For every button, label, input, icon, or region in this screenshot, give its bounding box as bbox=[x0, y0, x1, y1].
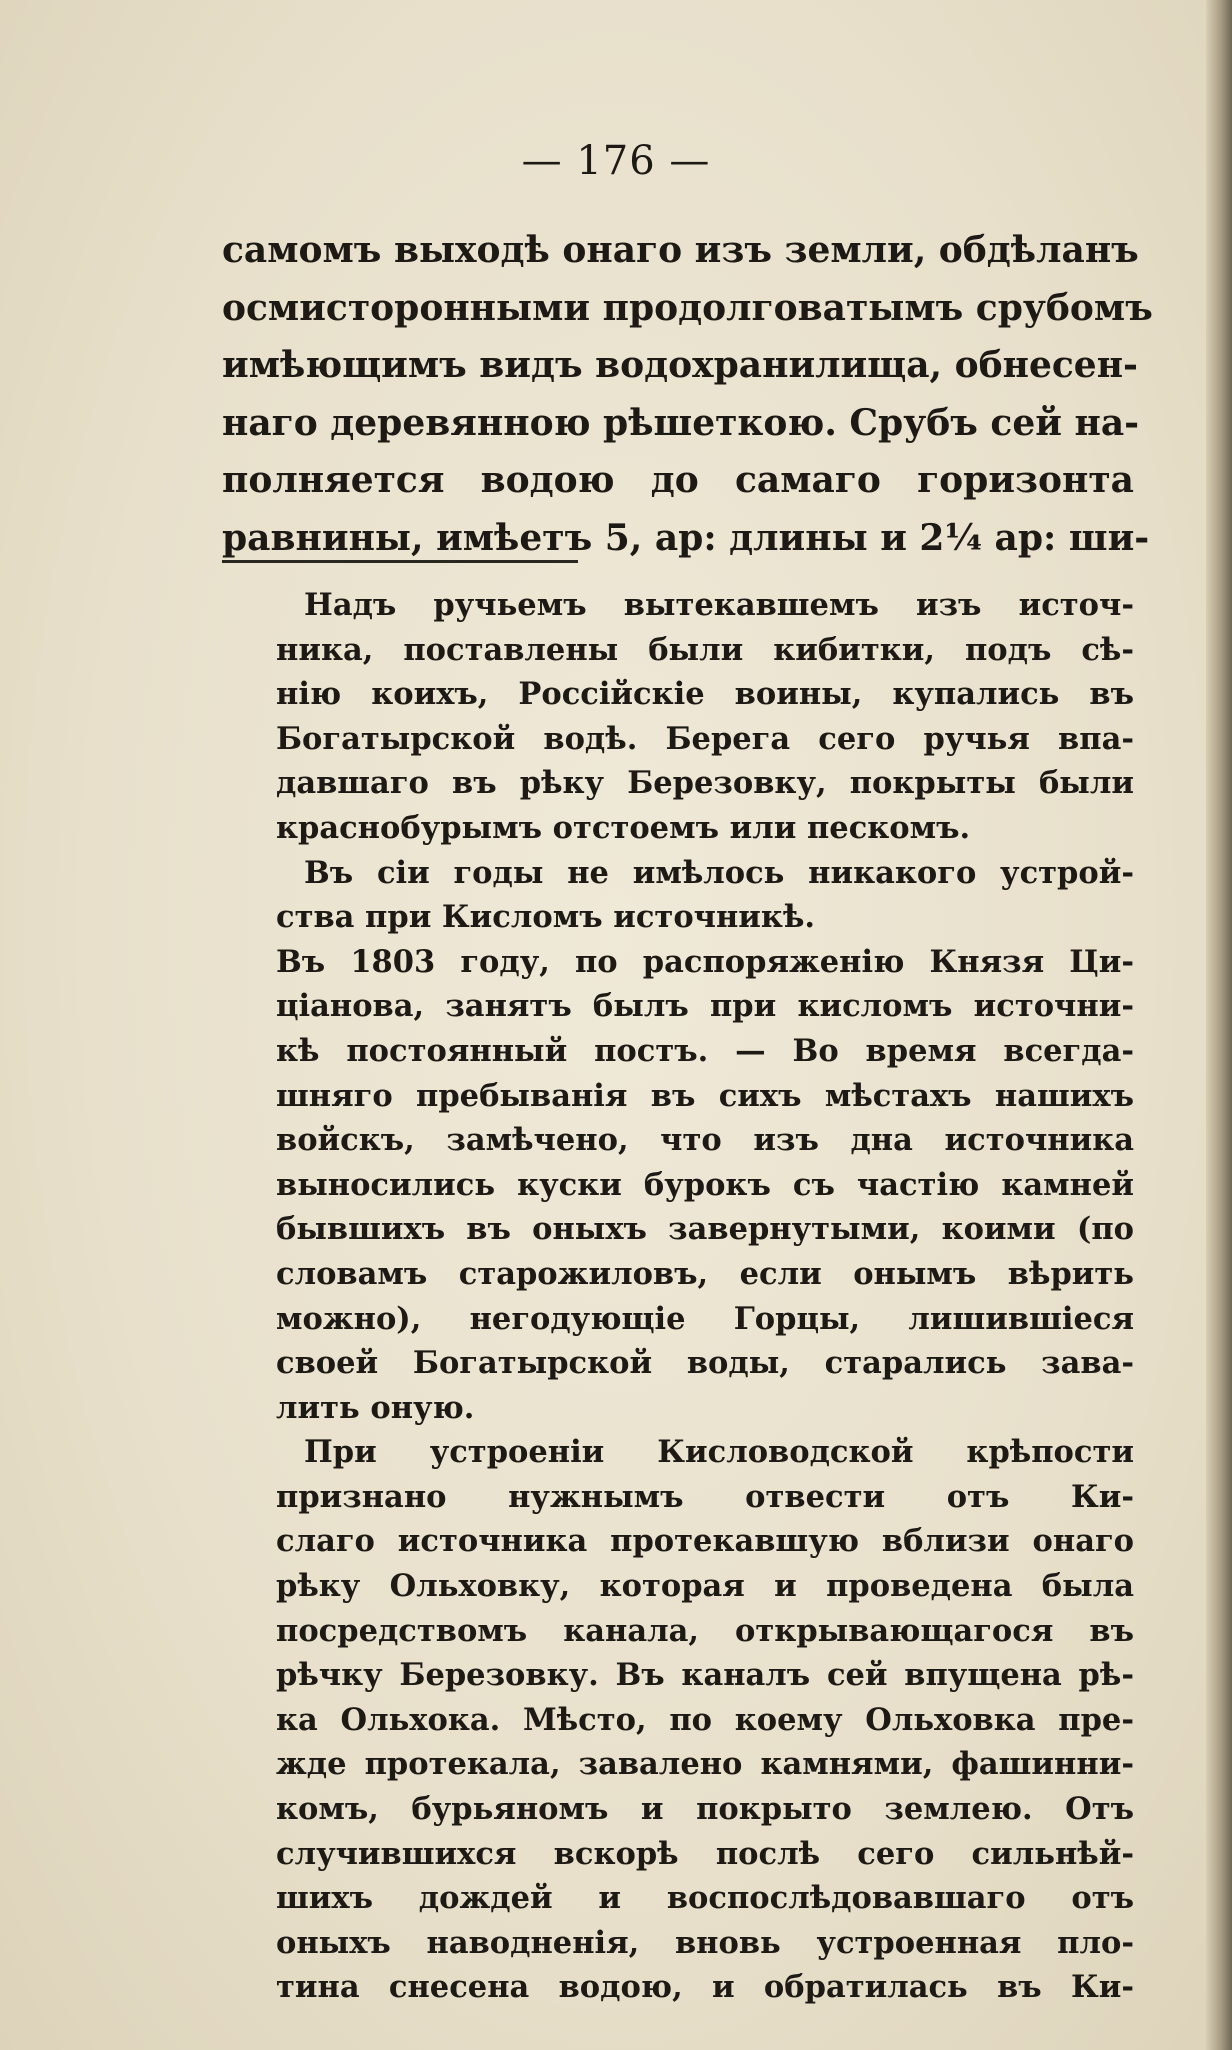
footnote-line: тина снесена водою, и обратилась въ Ки- bbox=[276, 1969, 1134, 2006]
page-number-text: — 176 — bbox=[521, 138, 711, 184]
footnote-line: Надъ ручьемъ вытекавшемъ изъ источ- bbox=[304, 587, 1134, 623]
footnote-line: шняго пребыванія въ сихъ мѣстахъ нашихъ bbox=[276, 1077, 1134, 1114]
page-number bbox=[0, 138, 1232, 184]
footnote-line: При устроеніи Кисловодской крѣпости bbox=[304, 1434, 1134, 1471]
footnote-line: Богатырской водѣ. Берега сего ручья впа- bbox=[276, 720, 1134, 757]
footnote-line: оныхъ наводненія, вновь устроенная пло- bbox=[276, 1924, 1134, 1961]
footnote-line: жде протекала, завалено камнями, фашинни- bbox=[276, 1746, 1134, 1783]
footnote-line: войскъ, замѣчено, что изъ дна источника bbox=[276, 1122, 1134, 1159]
footnote-line: ства при Кисломъ источникѣ. bbox=[276, 899, 816, 936]
footnote-line: бывшихъ въ оныхъ завернутыми, коими (по bbox=[276, 1211, 1134, 1248]
page-edge-shadow bbox=[1206, 0, 1232, 2050]
footnote-line: шихъ дождей и воспослѣдовавшаго отъ bbox=[276, 1880, 1134, 1917]
footnote-line: своей Богатырской воды, старались зава- bbox=[276, 1345, 1134, 1382]
footnote-line: Въ сіи годы не имѣлось никакого устрой- bbox=[304, 854, 1134, 891]
footnote-line: выносились куски бурокъ съ частію камней bbox=[276, 1166, 1134, 1203]
footnote-line: признано нужнымъ отвести отъ Ки- bbox=[276, 1478, 1134, 1515]
footnote-line: давшаго въ рѣку Березовку, покрыты были bbox=[276, 765, 1134, 802]
footnote-line: рѣчку Березовку. Въ каналъ сей впущена рѣ- bbox=[276, 1657, 1134, 1694]
main-line: равнины, имѣетъ 5, ар: длины и 2¼ ар: ши- bbox=[222, 516, 1150, 559]
footnote-line: можно), негодующіе Горцы, лишившіеся bbox=[276, 1300, 1134, 1337]
footnote-line: кѣ постоянный постъ. — Во время всегда- bbox=[276, 1032, 1134, 1069]
main-line: самомъ выходѣ онаго изъ земли, обдѣланъ bbox=[222, 229, 1139, 271]
footnote-line: ника, поставлены были кибитки, подъ сѣ- bbox=[276, 631, 1134, 668]
footnote-line: нію коихъ, Россійскіе воины, купались въ bbox=[276, 676, 1134, 713]
footnote-line: словамъ старожиловъ, если онымъ вѣрить bbox=[276, 1255, 1134, 1292]
main-text-block bbox=[222, 222, 1153, 567]
footnote-line: Въ 1803 году, по распоряженію Князя Ци- bbox=[276, 943, 1134, 980]
main-line: наго деревянною рѣшеткою. Срубъ сей на- bbox=[222, 401, 1140, 444]
footnote-line: рѣку Ольховку, которая и проведена была bbox=[276, 1568, 1134, 1605]
footnote-line: слаго источника протекавшую вблизи онаго bbox=[276, 1523, 1134, 1560]
footnote-line: ціанова, занятъ былъ при кисломъ источни- bbox=[276, 988, 1134, 1025]
main-line: имѣющимъ видъ водохранилища, обнесен- bbox=[222, 344, 1138, 386]
footnote-separator-rule bbox=[222, 560, 578, 563]
main-line: осмисторонными продолговатымъ срубомъ bbox=[222, 286, 1153, 329]
footnote-line: комъ, бурьяномъ и покрыто землею. Отъ bbox=[276, 1791, 1134, 1828]
main-line: полняется водою до самаго горизонта bbox=[222, 459, 1134, 501]
footnote-line: краснобурымъ отстоемъ или пескомъ. bbox=[276, 809, 971, 846]
footnote-line: ка Ольхока. Мѣсто, по коему Ольховка пре- bbox=[276, 1701, 1134, 1738]
footnote-line: посредствомъ канала, открывающагося въ bbox=[276, 1612, 1134, 1649]
footnote-line: лить оную. bbox=[276, 1389, 475, 1426]
footnote-block bbox=[276, 583, 1134, 2010]
footnote-line: случившихся вскорѣ послѣ сего сильнѣй- bbox=[276, 1835, 1134, 1872]
